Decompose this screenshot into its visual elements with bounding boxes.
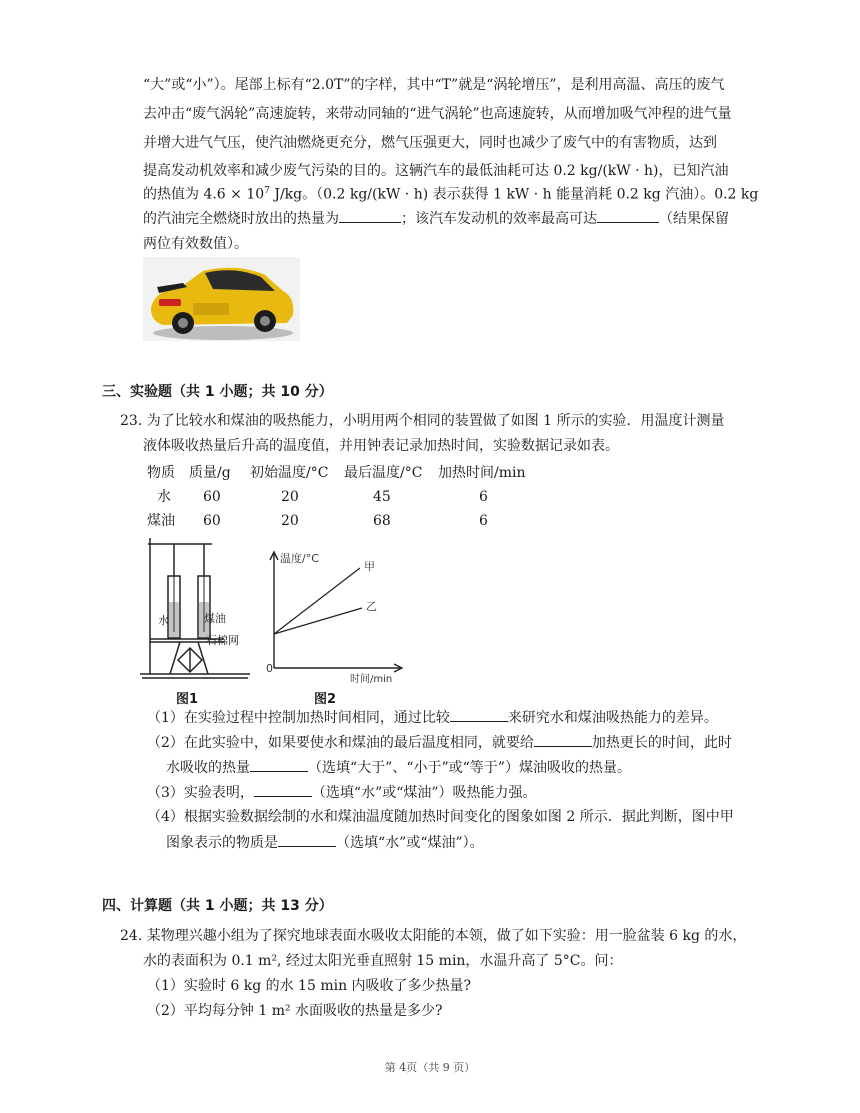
table-header: 最后温度/°C xyxy=(344,465,423,481)
fig2-origin: 0 xyxy=(266,662,273,675)
heat-value-unit: J/kg。 xyxy=(269,186,317,203)
answer-blank-substance[interactable] xyxy=(278,832,336,847)
section-4-title: 四、计算题（共 1 小题；共 13 分） xyxy=(102,898,333,914)
fig1-label-kerosene: 煤油 xyxy=(204,612,226,625)
q23-sub-4b-text-end: （选填“水”或“煤油”）。 xyxy=(336,835,484,851)
q22-line-2: 去冲击“废气涡轮”高速旋转，来带动同轴的“进气涡轮”也高速旋转，从而增加吸气冲程的进气量 xyxy=(143,106,732,122)
fig2-label-a: 甲 xyxy=(364,560,375,573)
fig1-label-water: 水 xyxy=(158,614,169,627)
q22-heat-prompt: 的汽油完全燃烧时放出的热量为 xyxy=(143,211,339,227)
figure-2-caption: 图2 xyxy=(314,692,337,707)
q24-sub-2: （2）平均每分钟 1 m² 水面吸收的热量是多少? xyxy=(147,1003,443,1019)
q23-sub-2-text-end: 加热更长的时间，此时 xyxy=(591,735,732,751)
table-cell: 6 xyxy=(479,513,488,529)
answer-blank-efficiency[interactable] xyxy=(597,208,659,223)
q23-intro-1: 23. 为了比较水和煤油的吸热能力，小明用两个相同的装置做了如图 1 所示的实验．用温度计测量 xyxy=(120,413,725,429)
q22-line-5-rest: （0.2 kg/(kW · h) 表示获得 1 kW · h 能量消耗 0.2 kg 汽油）。0.2 kg xyxy=(316,186,759,203)
table-cell: 水 xyxy=(157,489,171,505)
table-cell: 20 xyxy=(281,489,299,505)
heat-value-exponent: 7 xyxy=(264,186,270,196)
table-cell: 20 xyxy=(281,513,299,529)
q22-line-7: 两位有效数值）。 xyxy=(143,236,248,252)
q23-sub-4: （4）根据实验数据绘制的水和煤油温度随加热时间变化的图象如图 2 所示．据此判断，图中甲 xyxy=(147,809,734,825)
table-header: 初始温度/°C xyxy=(250,465,329,481)
table-header: 物质 xyxy=(147,465,175,481)
q23-sub-1 xyxy=(147,707,718,728)
q23-intro-2: 液体吸收热量后升高的温度值，并用钟表记录加热时间，实验数据记录如表。 xyxy=(143,438,619,454)
figure-1-apparatus xyxy=(140,536,250,686)
q23-sub-3-text: （3）实验表明， xyxy=(147,785,254,801)
q23-sub-2b-text: 水吸收的热量 xyxy=(166,760,250,776)
fig1-label-gauze: 石棉网 xyxy=(206,634,239,647)
table-cell: 60 xyxy=(203,489,221,505)
fig2-label-b: 乙 xyxy=(366,600,377,613)
q23-sub-1-text: （1）在实验过程中控制加热时间相同，通过比较 xyxy=(147,710,450,726)
answer-blank-heat[interactable] xyxy=(339,208,401,223)
q22-line-6 xyxy=(143,208,729,229)
q22-line-5 xyxy=(143,181,758,205)
q23-sub-2-text: （2）在此实验中，如果要使水和煤油的最后温度相同，就要给 xyxy=(147,735,534,751)
q23-sub-3 xyxy=(147,782,537,803)
table-cell: 45 xyxy=(373,489,391,505)
q23-sub-1-text-end: 来研究水和煤油吸热能力的差异。 xyxy=(507,710,718,726)
table-cell: 6 xyxy=(479,489,488,505)
table-header: 质量/g xyxy=(189,465,231,481)
fig2-ylabel: 温度/°C xyxy=(280,552,319,565)
answer-blank-stronger[interactable] xyxy=(254,782,312,797)
heat-value-prefix: 的热值为 4.6 × 10 xyxy=(143,186,265,203)
q22-line-3: 并增大进气气压，使汽油燃烧更充分，燃气压强更大，同时也减少了废气中的有害物质，达到 xyxy=(143,135,717,151)
yellow-car-image xyxy=(143,257,300,341)
q22-precision-note: （结果保留 xyxy=(659,211,729,227)
fig2-xlabel: 时间/min xyxy=(350,674,393,685)
q23-sub-2b-text-end: （选填“大于”、“小于”或“等于”）煤油吸收的热量。 xyxy=(308,760,631,776)
answer-blank-heat-compare[interactable] xyxy=(250,757,308,772)
q22-efficiency-prompt: ；该汽车发动机的效率最高可达 xyxy=(401,211,597,227)
figure-1-caption: 图1 xyxy=(176,692,199,707)
table-header: 加热时间/min xyxy=(438,465,526,481)
q23-sub-4b-text: 图象表示的物质是 xyxy=(166,835,278,851)
table-cell: 60 xyxy=(203,513,221,529)
q24-line-2: 水的表面积为 0.1 m², 经过太阳光垂直照射 15 min，水温升高了 5°C。问： xyxy=(143,953,623,969)
q24-sub-1: （1）实验时 6 kg 的水 15 min 内吸收了多少热量? xyxy=(147,978,472,994)
q23-sub-2 xyxy=(147,732,732,753)
page-footer: 第 4页（共 9 页） xyxy=(384,1061,476,1074)
figure-2-graph xyxy=(258,548,408,686)
q23-sub-2-cont xyxy=(166,757,631,778)
section-3-title: 三、实验题（共 1 小题；共 10 分） xyxy=(102,384,333,400)
q24-line-1: 24. 某物理兴趣小组为了探究地球表面水吸收太阳能的本领，做了如下实验：用一脸盆装 6 kg 的水， xyxy=(120,928,747,944)
q23-sub-3-text-end: （选填“水”或“煤油”）吸热能力强。 xyxy=(311,785,537,801)
table-cell: 煤油 xyxy=(147,513,175,529)
q22-line-1: “大”或“小”）。尾部上标有“2.0T”的字样，其中“T”就是“涡轮增压”，是利用高温、高压的废气 xyxy=(143,77,725,93)
q22-line-4: 提高发动机效率和减少废气污染的目的。这辆汽车的最低油耗可达 0.2 kg/(kW · h)，已知汽油 xyxy=(143,163,729,179)
answer-blank-longer-heating[interactable] xyxy=(534,732,592,747)
answer-blank-compare[interactable] xyxy=(450,707,508,722)
q23-sub-4-cont xyxy=(166,832,484,853)
table-cell: 68 xyxy=(373,513,391,529)
